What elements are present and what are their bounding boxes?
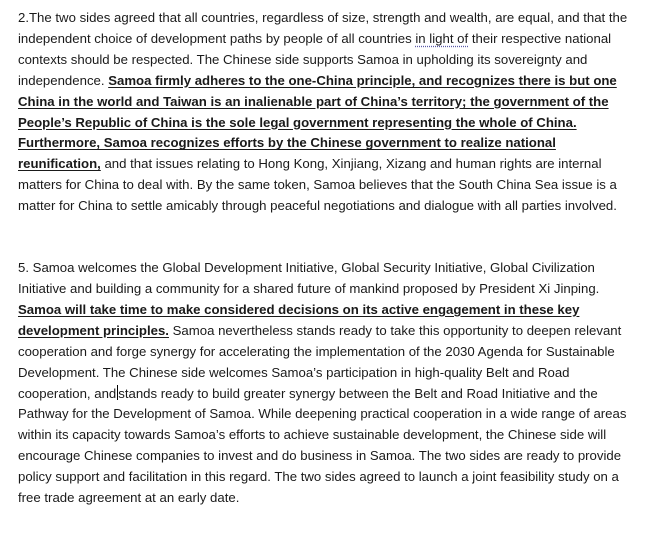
paragraph-5[interactable] <box>18 258 630 509</box>
document-body[interactable] <box>18 8 630 509</box>
grammar-flag-in-light-of[interactable]: in light of <box>415 30 469 46</box>
p2-one-china-emphasis: Samoa firmly adheres to the one-China principle, and recognizes there is but one China in the world and Taiwan is an inalienable part of China’s territory; the government of the People’s Republic of China is the sole legal government representing the whole of China. Furthermore, Samoa recognizes efforts by the Chinese government to realize national reunification, <box>18 72 617 172</box>
p2-intro-text: 2.The two sides agreed that all countries, regardless of size, strength and wealth, are equal, and that the independent choice of development paths by people of all countries <box>18 10 628 46</box>
p2-context-text: their respective national contexts should be respected. The Chinese side supports Samoa in upholding its sovereignty and independence. <box>18 30 612 88</box>
paragraph-2[interactable] <box>18 8 630 217</box>
p5-closing-text: stands ready to build greater synergy between the Belt and Road Initiative and the Pathway for the Development of Samoa. While deepening practical cooperation in a wide range of areas within its capacity towards Samoa’s efforts to achieve sustainable development, the Chinese side will encourage Chinese companies to invest and do business in Samoa. The two sides are ready to provide policy support and facilitation in this regard. The two sides agreed to launch a joint feasibility study on a free trade agreement at an early date. <box>18 385 627 506</box>
p5-intro-text: 5. Samoa welcomes the Global Development Initiative, Global Security Initiative, Global Civilization Initiative and building a community for a shared future of mankind proposed by President Xi Jinping. <box>18 260 600 296</box>
p5-decision-emphasis: Samoa will take time to make considered decisions on its active engagement in these key development principles. <box>18 301 580 338</box>
p5-cooperation-text: Samoa nevertheless stands ready to take this opportunity to deepen relevant cooperation and forge synergy for accelerating the implementation of the 2030 Agenda for Sustainable Development. The Chinese side welcomes Samoa’s participation in high-quality Belt and Road cooperation, and <box>18 322 622 401</box>
p2-closing-text: and that issues relating to Hong Kong, Xinjiang, Xizang and human rights are internal matters for China to deal with. By the same token, Samoa believes that the South China Sea issue is a matter for China to settle amicably through peaceful negotiations and dialogue with all parties involved. <box>18 156 617 214</box>
